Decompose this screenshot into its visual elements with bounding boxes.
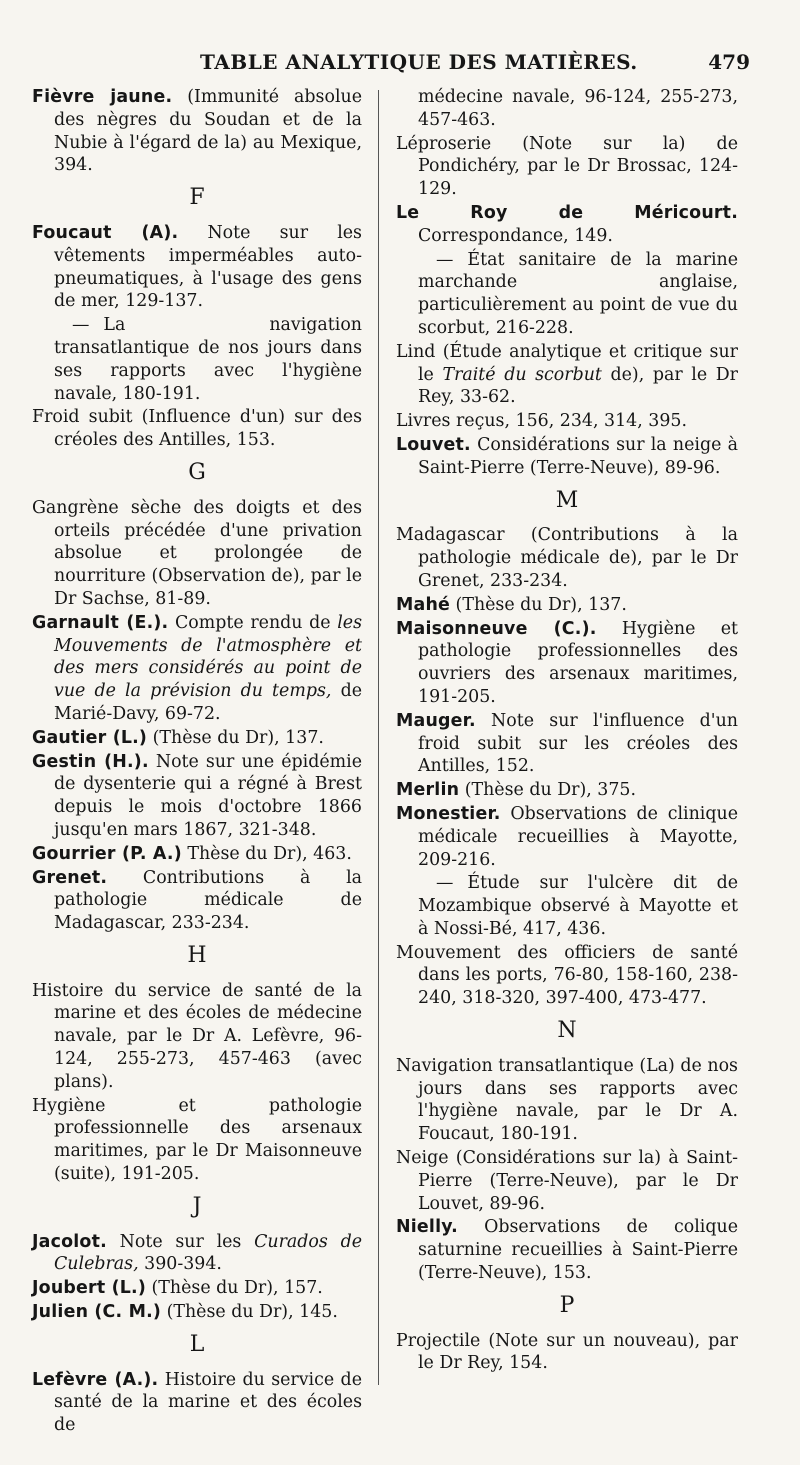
section-letter-h: H <box>187 942 207 968</box>
index-entry: Louvet. Considérations sur la neige à Saint-Pierre (Terre-Neuve), 89-96. <box>396 434 738 478</box>
section-letter-p: P <box>559 1292 575 1318</box>
index-entry: Joubert (L.) (Thèse du Dr), 157. <box>32 1278 323 1299</box>
index-subentry: — État sanitaire de la marine marchande anglaise, particulièrement au point de vue du scorbut, 216-228. <box>418 249 738 338</box>
index-entry: Projectile (Note sur un nouveau), par le Dr Rey, 154. <box>396 1330 738 1374</box>
index-entry: Gourrier (P. A.) Thèse du Dr), 463. <box>32 843 352 864</box>
index-subentry: — La navigation transatlantique de nos jours dans ses rapports avec l'hygiène navale, 180-191. <box>54 315 362 404</box>
index-entry: Gangrène sèche des doigts et des orteils précédée d'une privation absolue et prolongée de nourriture (Observation de), par le Dr Sachse, 81-89. <box>32 497 362 609</box>
index-entry: Léproserie (Note sur la) de Pondichéry, par le Dr Brossac, 124-129. <box>396 133 738 200</box>
index-entry: Foucaut (A). Note sur les vêtements imperméables auto-pneumatiques, à l'usage des gens de mer, 129-137. <box>32 222 362 312</box>
section-letter-n: N <box>557 1018 577 1044</box>
index-entry: Lind (Étude analytique et critique sur le Traité du scorbut de), par le Dr Rey, 33-62. <box>396 341 738 408</box>
index-entry: Maisonneuve (C.). Hygiène et pathologie professionnelles des ouvriers des arsenaux maritimes, 191-205. <box>396 618 738 707</box>
index-entry: Mauger. Note sur l'influence d'un froid subit sur les créoles des Antilles, 152. <box>396 710 738 777</box>
index-entry: Jacolot. Note sur les Curados de Culebras, 390-394. <box>32 1231 363 1275</box>
index-entry: Gestin (H.). Note sur une épidémie de dysenterie qui a régné à Brest depuis le mois d'octobre 1866 jusqu'en mars 1867, 321-348. <box>32 751 362 840</box>
index-entry: Navigation transatlantique (La) de nos jours dans ses rapports avec l'hygiène navale, par le Dr A. Foucaut, 180-191. <box>396 1055 738 1145</box>
index-subentry: — Étude sur l'ulcère dit de Mozambique observé à Mayotte et à Nossi-Bé, 417, 436. <box>418 873 738 939</box>
index-entry: Le Roy de Méricourt. Correspondance, 149. <box>396 202 738 246</box>
index-entry: Gautier (L.) (Thèse du Dr), 137. <box>32 727 324 748</box>
index-entry: Froid subit (Influence d'un) sur des créoles des Antilles, 153. <box>32 407 362 451</box>
index-entry: Grenet. Contributions à la pathologie médicale de Madagascar, 233-234. <box>32 867 362 934</box>
section-letter-m: M <box>555 487 579 513</box>
index-entry: Monestier. Observations de clinique médicale recueillies à Mayotte, 209-216. <box>396 803 738 870</box>
right-column <box>396 86 738 1376</box>
index-entry: Julien (C. M.) (Thèse du Dr), 145. <box>32 1302 338 1323</box>
left-column <box>32 86 362 1438</box>
column-divider <box>378 90 379 1385</box>
page-header <box>60 50 750 80</box>
index-entry: Fièvre jaune. (Immunité absolue des nègres du Soudan et de la Nubie à l'égard de la) au Mexique, 394. <box>32 87 362 176</box>
index-entry-continuation: médecine navale, 96-124, 255-273, 457-463. <box>418 87 738 130</box>
index-entry: Lefèvre (A.). Histoire du service de santé de la marine et des écoles de <box>32 1369 362 1436</box>
index-entry: Neige (Considérations sur la) à Saint-Pierre (Terre-Neuve), par le Dr Louvet, 89-96. <box>396 1148 738 1214</box>
page-title: TABLE ANALYTIQUE DES MATIÈRES. <box>200 50 638 74</box>
index-entry: Mouvement des officiers de santé dans les ports, 76-80, 158-160, 238-240, 318-320, 397-400, 473-477. <box>396 942 738 1009</box>
index-entry: Histoire du service de santé de la marine et des écoles de médecine navale, par le Dr A. Lefèvre, 96-124, 255-273, 457-463 (avec plans). <box>32 980 362 1092</box>
section-letter-j: J <box>192 1193 202 1219</box>
index-entry: Garnault (E.). Compte rendu de les Mouvements de l'atmosphère et des mers considérés au point de vue de la prévision du temps, de Marié-Davy, 69-72. <box>32 612 363 724</box>
index-entry: Hygiène et pathologie professionnelle des arsenaux maritimes, par le Dr Maisonneuve (suite), 191-205. <box>32 1095 362 1185</box>
section-letter-f: F <box>189 185 205 211</box>
index-entry: Mahé (Thèse du Dr), 137. <box>396 594 627 615</box>
index-entry: Nielly. Observations de colique saturnine recueillies à Saint-Pierre (Terre-Neuve), 153. <box>396 1217 738 1284</box>
section-letter-l: L <box>189 1331 205 1357</box>
index-entry: Livres reçus, 156, 234, 314, 395. <box>396 411 687 432</box>
index-entry: Madagascar (Contributions à la pathologie médicale de), par le Dr Grenet, 233-234. <box>396 525 738 591</box>
index-entry: Merlin (Thèse du Dr), 375. <box>396 780 637 801</box>
section-letter-g: G <box>188 459 206 485</box>
page-number: 479 <box>708 50 750 74</box>
